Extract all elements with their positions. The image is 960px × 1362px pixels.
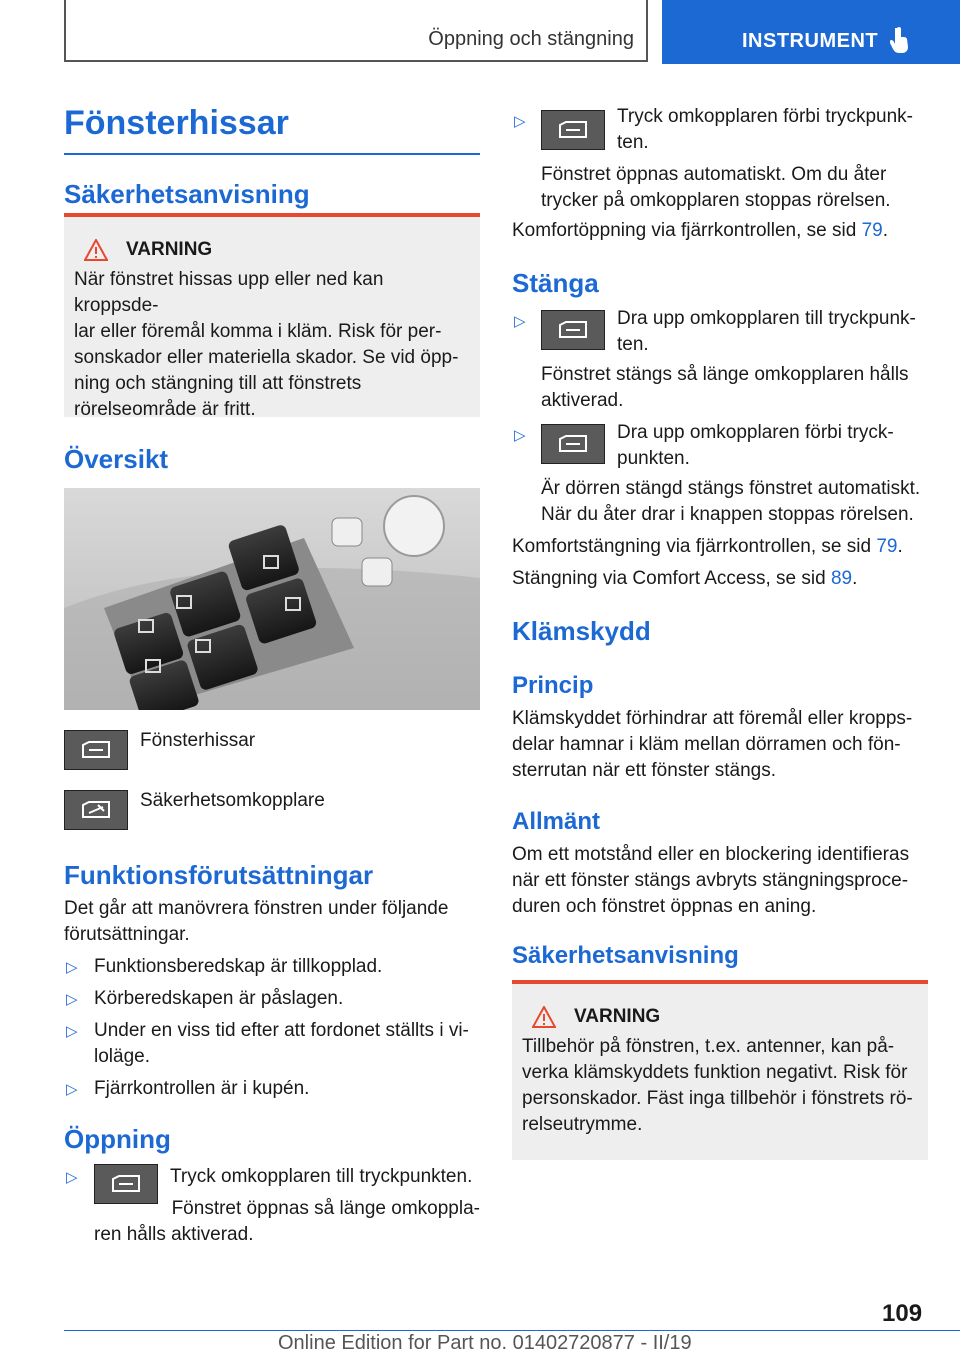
safety-switch-icon (64, 790, 128, 830)
page-link[interactable]: 79 (876, 536, 898, 557)
opening-heading: Öppning (64, 1124, 171, 1154)
warning-line: lar eller föremål komma i kläm. Risk för per- (74, 321, 442, 342)
warning-box-1 (64, 213, 480, 420)
opening-step-1: Tryck omkopplaren till tryckpunkten. (170, 1166, 473, 1187)
text-line: aktiverad. (541, 390, 624, 411)
window-lift-switch-icon (541, 310, 605, 350)
principle-heading: Princip (512, 672, 594, 699)
bullet-triangle-icon: ▷ (66, 1081, 78, 1098)
comfort-access-ref (512, 566, 857, 592)
page-link[interactable]: 79 (861, 220, 883, 241)
principle-text (512, 706, 912, 784)
opening-step-2 (617, 104, 913, 156)
bullet-triangle-icon: ▷ (514, 427, 526, 444)
warning-line: När fönstret hissas upp eller ned kan kroppsde- (74, 269, 384, 316)
warning-line: Tillbehör på fönstren, t.ex. antenner, kan på- (522, 1036, 895, 1057)
warning-line: personskador. Fäst inga tillbehör i fönstrets rö- (522, 1088, 913, 1109)
overview-heading: Översikt (64, 444, 169, 474)
text-line: Fönstret öppnas automatiskt. Om du åter (541, 164, 887, 185)
warning-line: ning och stängning till att fönstrets (74, 373, 362, 394)
close-step-1-note (541, 362, 909, 414)
warning-triangle-icon (84, 239, 108, 261)
text-line: Dra upp omkopplaren förbi tryck- (617, 422, 894, 443)
text-line: trycker på omkopplaren stoppas rörelsen. (541, 190, 891, 211)
text-line: punkten. (617, 448, 690, 469)
comfort-open-ref (512, 218, 888, 244)
opening-step-1-note (94, 1196, 480, 1222)
ref-end: . (897, 536, 903, 557)
warning-label: VARNING (126, 239, 213, 260)
page-title: Fönsterhissar (64, 104, 289, 142)
title-rule (64, 153, 480, 155)
text-line: loläge. (94, 1046, 150, 1067)
conditions-heading: Funktionsförutsättningar (64, 860, 374, 890)
text-line: Tryck omkopplaren förbi tryckpunk- (617, 106, 914, 127)
text-line: Är dörren stängd stängs fönstret automatiskt. (541, 478, 921, 499)
condition-item: Körberedskapen är påslagen. (94, 988, 344, 1009)
bullet-triangle-icon: ▷ (66, 1169, 78, 1186)
warning-line: verka klämskyddets funktion negativt. Risk för (522, 1062, 908, 1083)
window-lift-switch-icon (541, 110, 605, 150)
warning-box-2 (512, 980, 928, 1160)
close-step-2-note (541, 476, 920, 528)
bullet-triangle-icon: ▷ (514, 313, 526, 330)
close-step-2 (617, 420, 894, 472)
ref-text: Komfortstängning via fjärrkontrollen, se sid (512, 536, 877, 557)
page-number: 109 (882, 1300, 923, 1327)
safety-heading-2: Säkerhetsanvisning (512, 942, 739, 969)
warning-line: sonskador eller materiella skador. Se vid öpp- (74, 347, 459, 368)
text-line: När du åter drar i knappen stoppas rörelsen. (541, 504, 914, 525)
text-line: delar hamnar i kläm mellan dörramen och fön- (512, 734, 901, 755)
comfort-close-ref (512, 534, 903, 560)
left-column (64, 104, 480, 210)
text-line: Dra upp omkopplaren till tryckpunk- (617, 308, 916, 329)
text-line: Det går att manövrera fönstren under följande (64, 898, 449, 919)
footer-rule (64, 1330, 960, 1331)
header-chapter-label: INSTRUMENT (742, 30, 879, 52)
ref-end: . (852, 568, 858, 589)
bullet-triangle-icon: ▷ (514, 113, 526, 130)
window-lift-switch-icon (64, 730, 128, 770)
condition-item (94, 1018, 469, 1070)
opening-step-1-note-cont: ren hålls aktiverad. (94, 1224, 254, 1245)
header-section-label: Öppning och stängning (428, 28, 634, 50)
warning-label: VARNING (574, 1006, 661, 1027)
condition-item: Fjärrkontrollen är i kupén. (94, 1078, 310, 1099)
text-line: Om ett motstånd eller en blockering identifieras (512, 844, 910, 865)
header-section-tab (64, 0, 648, 62)
close-heading: Stänga (512, 268, 599, 298)
ref-end: . (882, 220, 888, 241)
conditions-intro (64, 896, 448, 948)
window-lift-switch-icon (541, 424, 605, 464)
text-line: Under en viss tid efter att fordonet ställts i vi- (94, 1020, 469, 1041)
text-line: förutsättningar. (64, 924, 190, 945)
header-chapter-tab (662, 0, 960, 64)
hand-pointer-icon (890, 26, 912, 54)
legend-label-safety-switch: Säkerhetsomkopplare (140, 790, 325, 811)
close-step-1 (617, 306, 916, 358)
page-link[interactable]: 89 (830, 568, 853, 589)
text-line: ten. (617, 132, 649, 153)
ref-text: Komfortöppning via fjärrkontrollen, se sid (512, 220, 862, 241)
footer-edition: Online Edition for Part no. 01402720877 - II/19 (278, 1332, 692, 1354)
text-line: ten. (617, 334, 649, 355)
legend-label-window-lifts: Fönsterhissar (140, 730, 256, 751)
text-line: Fönstret stängs så länge omkopplaren hålls (541, 364, 909, 385)
warning-triangle-icon (532, 1006, 556, 1028)
text-line: Fönstret öppnas så länge omkoppla- (171, 1198, 480, 1219)
pinch-heading: Klämskydd (512, 616, 651, 646)
warning-text (522, 1034, 918, 1138)
warning-line: rörelseområde är fritt. (74, 399, 256, 420)
warning-text (74, 267, 470, 423)
ref-text: Stängning via Comfort Access, se sid (512, 568, 831, 589)
bullet-triangle-icon: ▷ (66, 1023, 78, 1040)
text-line: duren och fönstret öppnas en aning. (512, 896, 817, 917)
general-text (512, 842, 909, 920)
window-switch-panel-photo (64, 488, 480, 710)
bullet-triangle-icon: ▷ (66, 959, 78, 976)
safety-heading: Säkerhetsanvisning (64, 179, 310, 209)
text-line: Klämskyddet förhindrar att föremål eller kropps- (512, 708, 913, 729)
warning-line: relseutrymme. (522, 1114, 643, 1135)
condition-item: Funktionsberedskap är tillkopplad. (94, 956, 383, 977)
bullet-triangle-icon: ▷ (66, 991, 78, 1008)
general-heading: Allmänt (512, 808, 601, 835)
text-line: när ett fönster stängs avbryts stängningsproce- (512, 870, 909, 891)
opening-step-2-note (541, 162, 891, 214)
text-line: sterrutan när ett fönster stängs. (512, 760, 777, 781)
